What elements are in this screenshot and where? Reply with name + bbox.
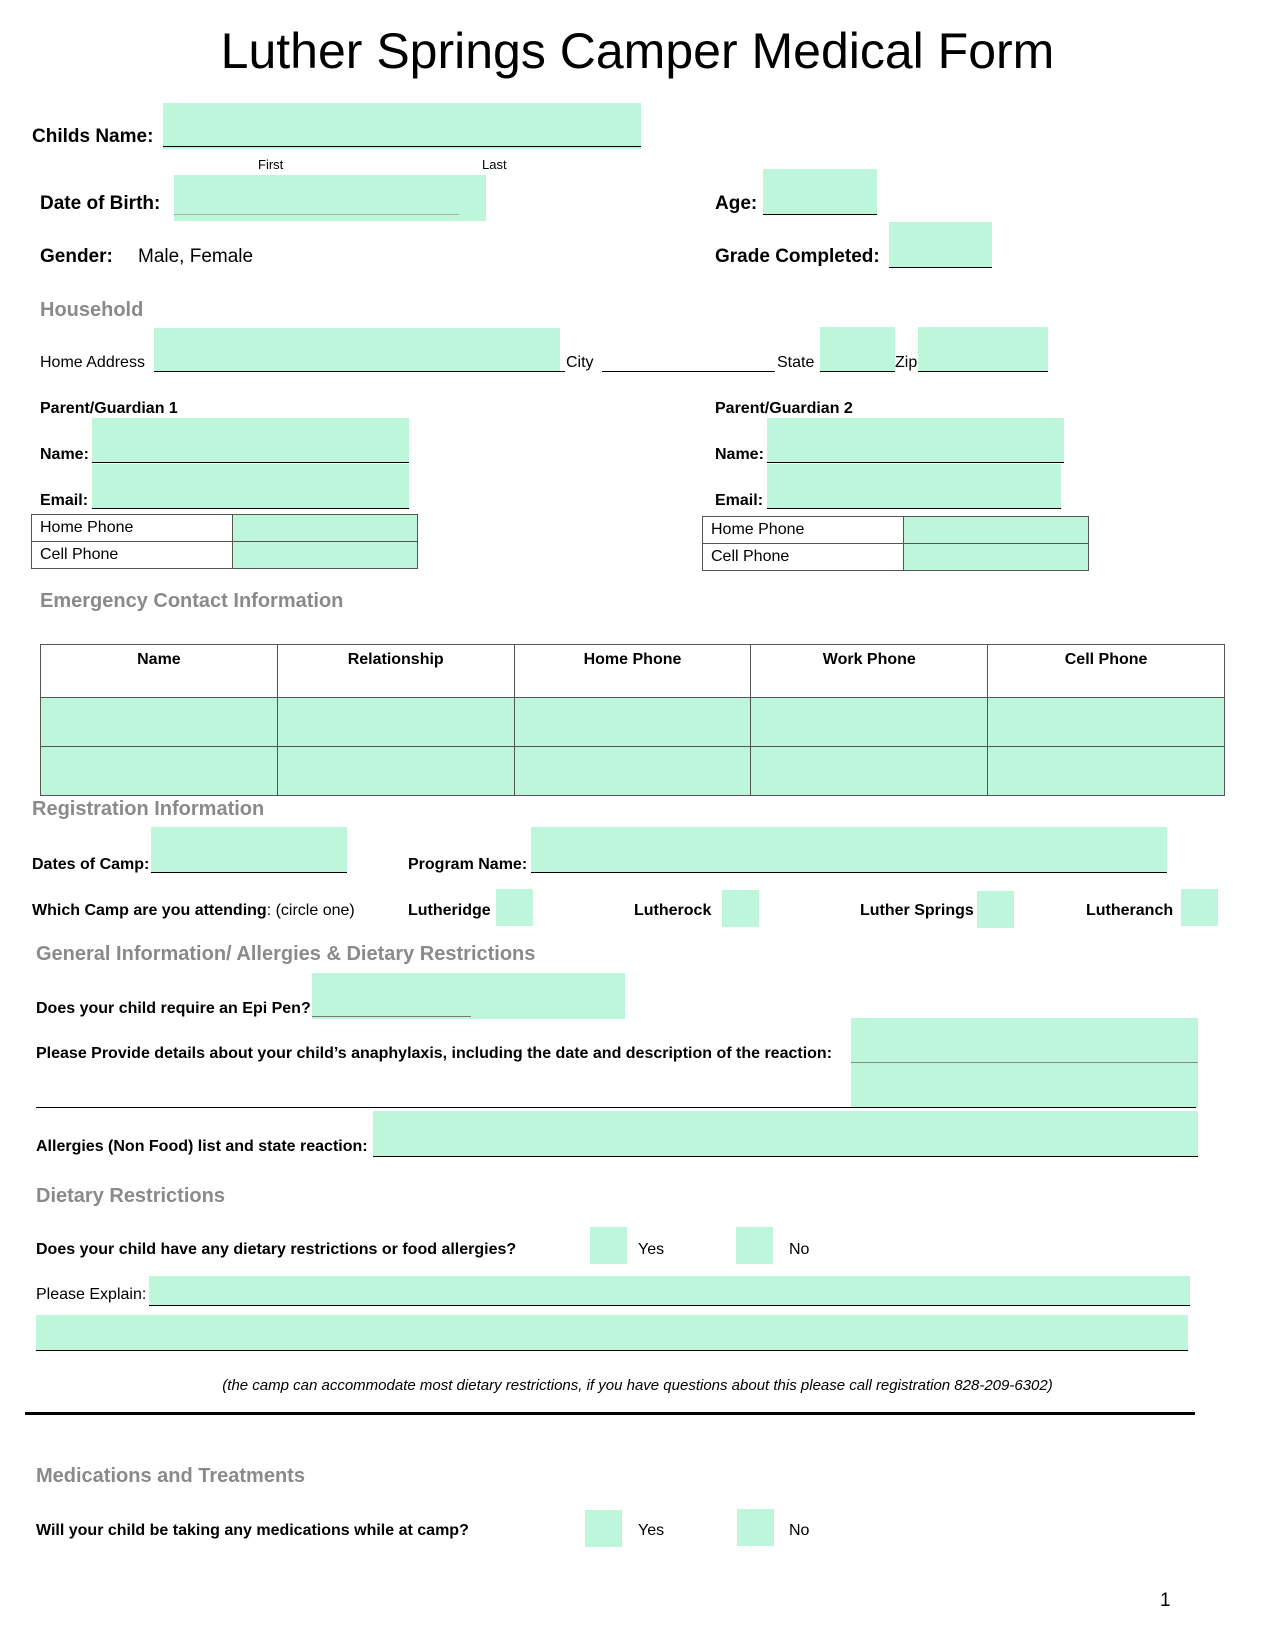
guardian1-email-label: Email:: [40, 492, 89, 509]
gender-label: Gender:: [40, 246, 113, 267]
registration-heading: Registration Information: [32, 798, 265, 820]
age-field[interactable]: [763, 169, 877, 215]
childs-name-field[interactable]: [163, 103, 641, 149]
household-heading: Household: [40, 299, 144, 321]
medications-yes-checkbox[interactable]: [585, 1510, 622, 1547]
camp-checkbox-luther-springs[interactable]: [977, 891, 1014, 928]
city-underline[interactable]: [602, 371, 775, 372]
state-underline: [820, 371, 895, 372]
guardian2-home-phone-field[interactable]: [904, 517, 1089, 544]
home-address-field[interactable]: [154, 328, 560, 372]
allergies-underline: [373, 1156, 1198, 1157]
epipen-field[interactable]: [312, 973, 625, 1019]
emergency-cell[interactable]: [514, 747, 751, 796]
guardian1-name-label: Name:: [40, 446, 89, 463]
form-title: Luther Springs Camper Medical Form: [220, 23, 1055, 79]
dietary-no-label: No: [789, 1241, 810, 1258]
medications-no-label: No: [789, 1522, 810, 1539]
state-label: State: [777, 354, 815, 371]
guardian1-heading: Parent/Guardian 1: [40, 400, 178, 417]
guardian2-name-underline: [767, 462, 1064, 463]
emergency-col-home-phone: Home Phone: [514, 645, 751, 698]
guardian1-email-underline: [92, 508, 409, 509]
emergency-col-relationship: Relationship: [277, 645, 514, 698]
dietary-no-checkbox[interactable]: [736, 1227, 773, 1264]
dietary-yes-checkbox[interactable]: [590, 1227, 627, 1264]
state-field[interactable]: [820, 327, 895, 372]
emergency-contact-table: [40, 644, 1225, 796]
camp-checkbox-lutheranch[interactable]: [1181, 889, 1218, 926]
guardian1-cell-phone-label: Cell Phone: [32, 542, 233, 569]
childs-name-underline: [163, 146, 641, 147]
dietary-heading: Dietary Restrictions: [36, 1185, 225, 1207]
guardian2-email-label: Email:: [715, 492, 764, 509]
emergency-col-work-phone: Work Phone: [751, 645, 988, 698]
dob-underline: [174, 214, 459, 215]
epipen-label: Does your child require an Epi Pen?: [36, 1000, 311, 1017]
dates-of-camp-label: Dates of Camp:: [32, 856, 150, 873]
program-name-field[interactable]: [531, 827, 1167, 873]
camp-option-lutheranch: Lutheranch: [1086, 902, 1174, 919]
emergency-heading: Emergency Contact Information: [40, 590, 344, 612]
allergies-label: Allergies (Non Food) list and state reaction:: [36, 1138, 368, 1155]
guardian2-cell-phone-field[interactable]: [904, 544, 1089, 571]
home-address-label: Home Address: [40, 354, 145, 371]
emergency-cell[interactable]: [988, 698, 1225, 747]
camp-checkbox-lutherock[interactable]: [722, 890, 759, 927]
guardian2-email-field[interactable]: [767, 464, 1061, 509]
first-name-hint: First: [258, 157, 284, 172]
medications-heading: Medications and Treatments: [36, 1465, 305, 1487]
gender-options[interactable]: Male, Female: [138, 246, 254, 267]
emergency-row: [41, 747, 1225, 796]
grade-underline: [889, 267, 992, 268]
dob-label: Date of Birth:: [40, 193, 161, 214]
camp-checkbox-lutheridge[interactable]: [496, 889, 533, 926]
medications-question: Will your child be taking any medications while at camp?: [36, 1522, 469, 1539]
guardian2-heading: Parent/Guardian 2: [715, 400, 853, 417]
which-camp-label: Which Camp are you attending: (circle one): [32, 902, 355, 919]
guardian1-home-phone-label: Home Phone: [32, 515, 233, 542]
guardian1-cell-phone-field[interactable]: [233, 542, 418, 569]
emergency-col-name: Name: [41, 645, 278, 698]
explain-underline-2: [36, 1350, 1188, 1351]
guardian2-home-phone-label: Home Phone: [703, 517, 904, 544]
grade-field[interactable]: [889, 222, 992, 268]
emergency-cell[interactable]: [41, 747, 278, 796]
guardian2-name-field[interactable]: [767, 418, 1064, 463]
emergency-col-cell-phone: Cell Phone: [988, 645, 1225, 698]
emergency-cell[interactable]: [751, 698, 988, 747]
anaphylaxis-field[interactable]: [851, 1018, 1198, 1108]
explain-field-2[interactable]: [36, 1315, 1188, 1351]
grade-label: Grade Completed:: [715, 246, 880, 267]
childs-name-label: Childs Name:: [32, 126, 154, 147]
camp-option-lutherock: Lutherock: [634, 902, 712, 919]
dates-of-camp-underline: [151, 872, 347, 873]
guardian2-phone-table: [702, 516, 1089, 571]
guardian2-email-underline: [767, 508, 1061, 509]
dietary-yes-label: Yes: [638, 1241, 665, 1258]
emergency-cell[interactable]: [751, 747, 988, 796]
epipen-underline: [312, 1016, 471, 1017]
program-name-underline: [531, 872, 1167, 873]
emergency-row: [41, 698, 1225, 747]
page-number: 1: [1160, 1590, 1171, 1611]
emergency-cell[interactable]: [514, 698, 751, 747]
dates-of-camp-field[interactable]: [151, 827, 347, 873]
guardian1-name-underline: [92, 462, 409, 463]
camp-option-luther-springs: Luther Springs: [860, 902, 974, 919]
emergency-cell[interactable]: [41, 698, 278, 747]
age-underline: [763, 214, 877, 215]
medications-yes-label: Yes: [638, 1522, 665, 1539]
section-divider: [25, 1412, 1195, 1415]
dietary-note: (the camp can accommodate most dietary restrictions, if you have questions about this please call registration 828-209-6302): [222, 1377, 1053, 1394]
explain-label: Please Explain:: [36, 1286, 147, 1303]
allergies-field[interactable]: [373, 1111, 1198, 1157]
explain-field[interactable]: [149, 1276, 1190, 1306]
zip-label: Zip: [895, 354, 918, 371]
guardian1-phone-table: [31, 514, 418, 569]
emergency-cell[interactable]: [277, 747, 514, 796]
camp-option-lutheridge: Lutheridge: [408, 902, 491, 919]
medications-no-checkbox[interactable]: [737, 1509, 774, 1546]
guardian2-name-label: Name:: [715, 446, 764, 463]
guardian2-cell-phone-label: Cell Phone: [703, 544, 904, 571]
guardian1-email-field[interactable]: [92, 464, 409, 509]
city-label: City: [566, 354, 594, 371]
zip-field[interactable]: [918, 327, 1048, 372]
zip-underline: [918, 371, 1048, 372]
age-label: Age:: [715, 193, 758, 214]
program-name-label: Program Name:: [408, 856, 528, 873]
anaphylaxis-underline-1: [851, 1062, 1198, 1063]
dietary-question: Does your child have any dietary restrictions or food allergies?: [36, 1241, 517, 1258]
emergency-cell[interactable]: [988, 747, 1225, 796]
home-address-underline: [154, 371, 565, 372]
general-heading: General Information/ Allergies & Dietary Restrictions: [36, 943, 536, 965]
anaphylaxis-underline-2: [36, 1107, 1196, 1108]
guardian1-home-phone-field[interactable]: [233, 515, 418, 542]
emergency-cell[interactable]: [277, 698, 514, 747]
last-name-hint: Last: [482, 157, 507, 172]
explain-underline: [149, 1305, 1190, 1306]
anaphylaxis-label: Please Provide details about your child’s anaphylaxis, including the date and description of the reaction:: [36, 1045, 833, 1062]
guardian1-name-field[interactable]: [92, 418, 409, 463]
